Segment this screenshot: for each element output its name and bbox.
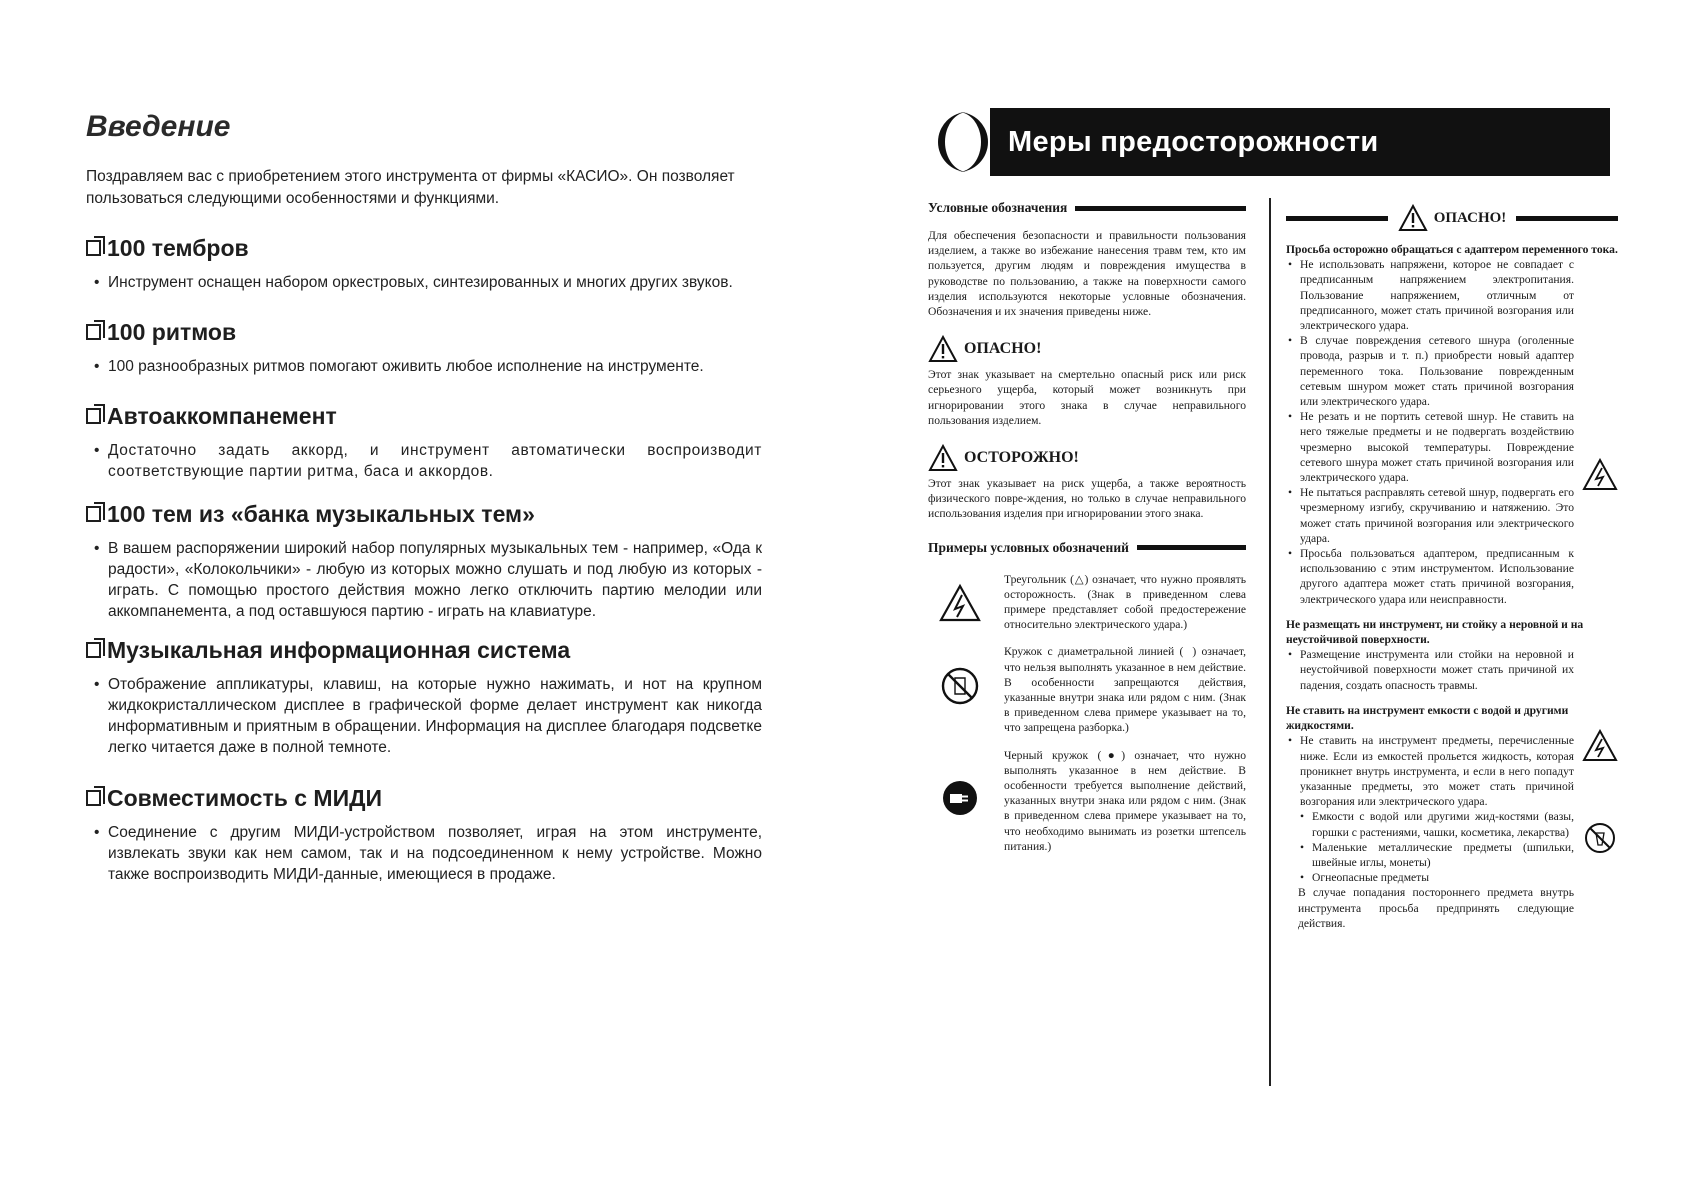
electric-shock-icon (1582, 729, 1618, 763)
checkbox-bullet-icon (86, 506, 101, 522)
example-triangle (928, 572, 1246, 633)
unplug-icon (938, 776, 982, 820)
adapter-heading: Просьба осторожно обращаться с адаптером переменного тока. (1286, 243, 1618, 256)
electric-shock-icon (938, 582, 982, 626)
section-title: Меры предосторожности (1008, 125, 1379, 158)
list-item: • Емкости с водой или другими жид-костями (вазы, горшки с растениями, чашки, косметика, лекарства) (1298, 809, 1574, 839)
stand-list (1286, 647, 1618, 693)
feature-description: • Отображение аппликатуры, клавиш, на которые нужно нажимать, и нот на крупном жидкокристаллическом дисплее в графической форме делает инструмент как никогда информативным и приятным в обращении. Информация на дисплее благодаря подсветке легко читается даже в полной темноте. (86, 674, 762, 758)
feature-heading: 100 ритмов (107, 319, 237, 345)
example-text: Кружок с диаметральной линией (⃠) означает, что нельзя выполнять указанное в нем действие. В особенности запрещаются действия, указанные внутри знака или рядом с ним. (Знак в приведенном слева примере указывает на то, что запрещена разборка.) (1004, 645, 1246, 735)
feature-heading: 100 тембров (107, 235, 249, 261)
checkbox-bullet-icon (86, 790, 101, 806)
danger-column (1286, 204, 1618, 931)
warning-triangle-icon (928, 444, 958, 472)
feature-heading: Автоаккомпанемент (107, 403, 337, 429)
no-disassembly-icon (938, 664, 982, 708)
feature-heading: 100 тем из «банка музыкальных тем» (107, 501, 535, 527)
column-divider (1269, 198, 1271, 1086)
feature-description: • Достаточно задать аккорд, и инструмент автоматически воспроизводит соответствующие партии ритма, баса и аккордов. (86, 440, 762, 482)
feature-description: • Инструмент оснащен набором оркестровых, синтезированных и многих других звуков. (86, 272, 762, 293)
feature-heading: Музыкальная информационная система (107, 637, 571, 663)
feature-autoaccompaniment (86, 402, 762, 482)
feature-song-bank (86, 500, 762, 622)
intro-paragraph: Поздравляем вас с приобретением этого инструмента от фирмы «КАСИО». Он позволяет пользоваться следующими особенностями и функциями. (86, 168, 735, 207)
example-mandatory (928, 748, 1246, 854)
example-text: Черный кружок (●) означает, что нужно выполнять указанное в нем действие. В особенности требуется выполнение действий, указанных внутри знака или рядом с ним. (Знак в приведенном слева примере указывает на то, что необходимо вынимать из розетки штепсель питания.) (1004, 748, 1246, 853)
list-item: • В случае повреждения сетевого шнура (оголенные провода, разрыв и т. п.) приобрести новый адаптер переменного тока. Пользование поврежденным сетевым шнуром может стать причиной возгорания или электрического удара. (1286, 333, 1574, 409)
list-item: • Не использовать напряжени, которое не совпадает с предписанным напряжением электропитания. Пользование напряжением, отличным от предписанного, может стать причиной возгорания или электрического удара. (1286, 257, 1574, 333)
feature-timbres (86, 234, 762, 293)
feature-description: • 100 разнообразных ритмов помогают оживить любое исполнение на инструменте. (86, 356, 762, 377)
feature-midi-compatibility (86, 784, 762, 885)
feature-rhythms (86, 318, 762, 377)
list-item: • Просьба пользоваться адаптером, предписанным к использованию с этим инструментом. Использование другого адаптера может стать причиной возгорания, электрического удара или неисправности. (1286, 546, 1574, 607)
feature-description: • Соединение с другим МИДИ-устройством позволяет, играя на этом инструменте, извлекать звуки как нем самом, так и на подсоединенном к нему устройстве. Можно также воспроизводить МИДИ-данные, имеющиеся в продаже. (86, 822, 762, 885)
caution-label: ОСТОРОЖНО! (964, 449, 1079, 467)
caution-text: Этот знак указывает на риск ущерба, а также вероятность физического повре-ждения, но только в случае неправильного использования изделия при игнорировании этого знака. (928, 477, 1246, 521)
legend-text: Для обеспечения безопасности и правильности пользования изделием, а также во избежание нанесения травм тем, кто им пользуется, другим людям и повреждения имущества в руководстве по пользованию, а также на поверхности самого изделия используются некоторые условные обозначения. Обозначения и их значения приведены ниже. (928, 229, 1246, 319)
heading-rule (1286, 216, 1388, 221)
adapter-list (1286, 257, 1618, 607)
closing-text: В случае попадания постороннего предмета внутрь инструмента просьба предпринять следующие действия. (1298, 886, 1574, 930)
danger-column-heading (1286, 204, 1618, 232)
heading-rule (1137, 545, 1246, 550)
list-item: • Не ставить на инструмент предметы, перечисленные ниже. Если из емкостей прольется жидкость, которая проникнет внутрь инструмента, и если в него попадут указанные предметы, это может стать причиной возгорания или электрического удара. (1286, 733, 1574, 809)
legend-heading: Условные обозначения (928, 200, 1068, 215)
example-prohibition (928, 644, 1246, 735)
danger-text: Этот знак указывает на смертельно опасный риск или риск серьезного ущерба, который может возникнуть при игнорировании этого знака в случае неправильного пользования изделием. (928, 368, 1246, 427)
stand-heading: Не размещать ни инструмент, ни стойку а неровной и на неустойчивой поверхности. (1286, 617, 1584, 647)
list-item: • Не пытаться расправлять сетевой шнур, подвергать его чрезмерному изгибу, скручиванию и натяжению. Это может стать причиной возгорания или электрического удара. (1286, 485, 1574, 546)
feature-music-info-system (86, 636, 762, 758)
electric-shock-icon (1582, 458, 1618, 492)
list-item: • Размещение инструмента или стойки на неровной и неустойчивой поверхности может стать причиной их падения, создать опасность травмы. (1286, 647, 1574, 693)
right-page (928, 100, 1618, 1100)
checkbox-bullet-icon (86, 324, 101, 340)
heading-rule (1075, 206, 1246, 211)
warning-triangle-icon (928, 335, 958, 363)
feature-heading: Совместимость с МИДИ (107, 785, 383, 811)
liquid-heading: Не ставить на инструмент емкости с водой и другими жидкостями. (1286, 703, 1569, 733)
list-item: • Маленькие металлические предметы (шпильки, швейные иглы, монеты) (1298, 840, 1574, 870)
danger-label: ОПАСНО! (964, 340, 1042, 358)
examples-heading: Примеры условных обозначений (928, 539, 1129, 555)
danger-label: ОПАСНО! (1433, 209, 1507, 226)
warning-triangle-icon (1398, 204, 1428, 232)
checkbox-bullet-icon (86, 408, 101, 424)
checkbox-bullet-icon (86, 240, 101, 256)
checkbox-bullet-icon (86, 642, 101, 658)
heading-rule (1516, 216, 1618, 221)
liquid-list (1286, 733, 1618, 809)
page-title: Введение (86, 110, 231, 143)
list-item: • Не резать и не портить сетевой шнур. Не ставить на него тяжелые предметы и не подвергать воздействию чрезмерно высокой температуры. Повреждение сетевого шнура может стать причиной возгорания или электрического удара. (1286, 409, 1574, 485)
section-header-bar (928, 108, 1610, 176)
bracket-icon (928, 108, 990, 176)
example-text: Треугольник (△) означает, что нужно проявлять осторожность. (Знак в приведенном слева примере представляет собой предостережение относительно электрического удара.) (1004, 572, 1246, 632)
liquid-sublist (1286, 809, 1618, 885)
list-item: • Огнеопасные предметы (1298, 870, 1574, 885)
feature-description: • В вашем распоряжении широкий набор популярных музыкальных тем - например, «Ода к радости», «Колокольчики» - любую из которых можно слушать и под любую из которых - играть. С помощью простого действия можно легко отключить партию мелодии или аккомпанемента, а под оставшуюся партию - играть на клавиатуре. (86, 538, 762, 622)
no-liquids-icon (1582, 821, 1618, 855)
legend-column (928, 200, 1246, 854)
